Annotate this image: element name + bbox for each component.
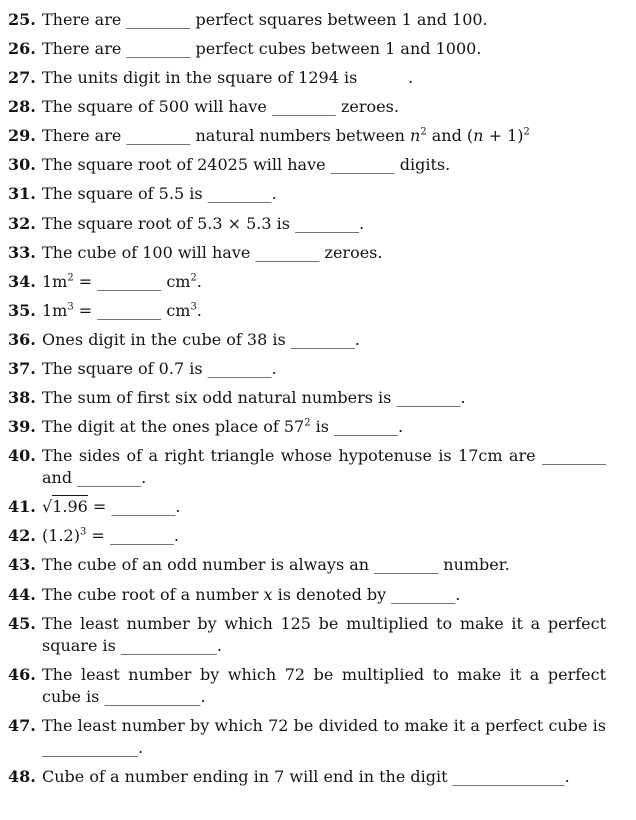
superscript: 3	[79, 527, 87, 539]
question-number: 46.	[8, 664, 36, 684]
answer-blank: ________	[290, 329, 355, 349]
question-text: The cube of 100 will have ________ zeroes.	[42, 242, 383, 262]
question-number: 48.	[8, 767, 36, 787]
answer-blank: ________	[374, 555, 439, 575]
answer-blank: ____________	[120, 635, 217, 655]
question-text: The square root of 5.3 × 5.3 is ________.	[42, 213, 365, 233]
question-number: 26.	[8, 39, 36, 59]
question-number: 38.	[8, 388, 36, 408]
superscript: 3	[67, 301, 74, 313]
question-item	[8, 154, 606, 176]
superscript: 2	[420, 126, 427, 138]
document-page	[8, 9, 606, 788]
answer-gap	[362, 68, 408, 87]
question-item	[8, 554, 606, 576]
question-number: 36.	[8, 329, 36, 349]
superscript: 2	[67, 272, 74, 284]
question-number: 35.	[8, 300, 36, 320]
question-number: 47.	[8, 715, 36, 735]
superscript: 2	[190, 272, 197, 284]
question-text: $1m^2$ = ________ $cm^2$.	[42, 271, 202, 291]
question-number: 27.	[8, 68, 36, 88]
question-number: 37.	[8, 358, 36, 378]
answer-blank: ____________	[104, 686, 201, 706]
question-item	[8, 584, 606, 606]
sqrt-radicand: 1.96	[52, 497, 88, 517]
answer-blank: ________	[109, 526, 174, 546]
question-text: There are ________ perfect squares between 1 and 100.	[42, 10, 488, 29]
question-text: Ones digit in the cube of 38 is ________.	[42, 329, 360, 349]
question-text: The sum of first six odd natural numbers is ________.	[42, 388, 466, 408]
answer-blank: ________	[126, 10, 191, 29]
question-text: √1.96 = ________.	[42, 497, 181, 517]
question-text: The digit at the ones place of $57^2$ is ________.	[42, 417, 404, 437]
math-variable: n	[473, 126, 484, 146]
answer-blank: ________	[207, 358, 272, 378]
superscript: 2	[304, 417, 311, 429]
superscript: 3	[190, 301, 197, 313]
question-item	[8, 213, 606, 235]
question-item	[8, 445, 606, 489]
question-number: 32.	[8, 213, 36, 233]
question-number: 39.	[8, 417, 36, 437]
question-number: 45.	[8, 613, 36, 633]
question-text: The sides of a right triangle whose hypotenuse is 17cm are ________ and ________.	[42, 446, 606, 488]
question-list	[8, 9, 606, 788]
question-number: 28.	[8, 97, 36, 117]
question-text: Cube of a number ending in 7 will end in the digit ______________.	[42, 767, 570, 787]
question-item	[8, 613, 606, 657]
answer-blank: ________	[396, 388, 461, 408]
question-text: The least number by which 125 be multiplied to make it a perfect square is ____________.	[42, 613, 606, 655]
question-item	[8, 96, 606, 118]
question-item	[8, 9, 606, 31]
answer-blank: ______________	[452, 767, 565, 787]
question-item	[8, 125, 606, 147]
math-variable: x	[263, 584, 273, 604]
question-text: $1m^3$ = ________ $cm^3$.	[42, 300, 202, 320]
question-item	[8, 525, 606, 547]
sqrt-expression: √1.96	[42, 497, 88, 517]
question-text: The cube of an odd number is always an ________ number.	[42, 555, 510, 575]
question-number: 25.	[8, 10, 36, 29]
question-item	[8, 416, 606, 438]
question-number: 42.	[8, 526, 36, 546]
answer-blank: ________	[126, 39, 191, 59]
answer-blank: ____________	[42, 738, 138, 758]
question-text: The cube root of a number x is denoted by ________.	[42, 584, 461, 604]
question-item	[8, 183, 606, 205]
question-number: 33.	[8, 242, 36, 262]
answer-blank: ________	[126, 126, 191, 146]
answer-blank: ________	[97, 300, 162, 320]
question-item	[8, 766, 606, 788]
question-number: 44.	[8, 584, 36, 604]
question-number: 31.	[8, 184, 36, 204]
answer-blank: ________	[207, 184, 272, 204]
question-item	[8, 664, 606, 708]
question-number: 29.	[8, 126, 36, 146]
question-text: There are ________ perfect cubes between 1 and 1000.	[42, 39, 482, 59]
question-item	[8, 67, 606, 89]
answer-blank: ________	[542, 446, 606, 466]
question-text: The square of 5.5 is ________.	[42, 184, 277, 204]
answer-blank: ________	[271, 97, 336, 117]
superscript: 2	[523, 126, 530, 138]
answer-blank: ________	[334, 417, 399, 437]
question-item	[8, 329, 606, 351]
question-item	[8, 496, 606, 518]
answer-blank: ________	[391, 584, 456, 604]
question-number: 34.	[8, 271, 36, 291]
math-variable: n	[410, 126, 421, 146]
answer-blank: ________	[330, 155, 395, 175]
question-item	[8, 387, 606, 409]
question-item	[8, 358, 606, 380]
question-text: $(1.2)^3$ = ________.	[42, 526, 179, 546]
question-text: The least number by which 72 be divided to make it a perfect cube is ____________.	[42, 715, 606, 758]
question-item	[8, 300, 606, 322]
question-number: 30.	[8, 155, 36, 175]
answer-blank: ________	[295, 213, 360, 233]
answer-blank: ________	[77, 468, 142, 488]
question-item	[8, 242, 606, 264]
question-item	[8, 715, 606, 759]
question-text: The units digit in the square of 1294 is .	[42, 68, 414, 88]
question-item	[8, 38, 606, 60]
question-number: 40.	[8, 446, 36, 466]
answer-blank: ________	[255, 242, 320, 262]
question-text: The square of 0.7 is ________.	[42, 358, 277, 378]
question-number: 43.	[8, 555, 36, 575]
answer-blank: ________	[111, 497, 176, 517]
question-item	[8, 271, 606, 293]
question-text: The square of 500 will have ________ zeroes.	[42, 97, 399, 117]
question-text: The least number by which 72 be multiplied to make it a perfect cube is ____________.	[42, 664, 606, 706]
answer-blank: ________	[97, 271, 162, 291]
question-text: There are ________ natural numbers between $n^2$ and $(n + 1)^2$	[42, 126, 530, 146]
question-text: The square root of 24025 will have ________ digits.	[42, 155, 451, 175]
question-number: 41.	[8, 497, 36, 517]
